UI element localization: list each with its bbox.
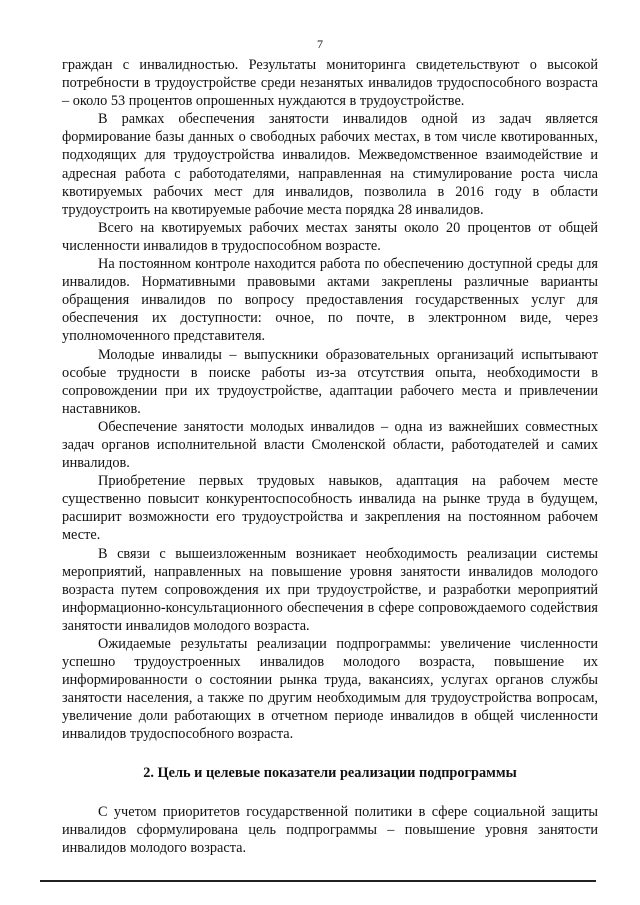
paragraph-expected-results: Ожидаемые результаты реализации подпрограммы: увеличение численности успешно трудоустроенных инвалидов молодого возраста, повышение их информированности о состоянии рынка труда, вакансиях, услугах органов службы занятости населения, а также по другим необходимым для трудоустройства вопросам, увеличение доли работающих в отчетном периоде инвалидов в общей численности инвалидов трудоспособного возраста. <box>62 636 598 743</box>
document-body <box>62 56 598 857</box>
paragraph-quota-database: В рамках обеспечения занятости инвалидов одной из задач является формирование базы данных о свободных рабочих местах, в том числе квотированных, подходящих для трудоустройства инвалидов. Межведомственное взаимодействие и адресная работа с работодателями, направленная на стимулирование роста числа квотируемых рабочих мест для инвалидов, позволила в 2016 году в области трудоустроить на квотируемые рабочие места порядка 28 инвалидов. <box>62 111 598 218</box>
section-heading: 2. Цель и целевые показатели реализации подпрограммы <box>143 764 517 781</box>
paragraph-first-skills: Приобретение первых трудовых навыков, адаптация на рабочем месте существенно повысит конкурентоспособность инвалида на рынке труда в будущем, расширит возможности его трудоустройства и закрепления на постоянном рабочем месте. <box>62 473 598 544</box>
paragraph-continuation: граждан с инвалидностью. Результаты мониторинга свидетельствуют о высокой потребности в трудоустройстве среди незанятых инвалидов трудоспособного возраста – около 53 процентов опрошенных нуждаются в трудоустройстве. <box>62 57 598 110</box>
paragraph-goal: С учетом приоритетов государственной политики в сфере социальной защиты инвалидов сформулирована цель подпрограммы – повышение уровня занятости инвалидов молодого возраста. <box>62 803 598 856</box>
paragraph-employment-task: Обеспечение занятости молодых инвалидов – одна из важнейших совместных задач органов исполнительной власти Смоленской области, работодателей и самих инвалидов. <box>62 418 598 472</box>
paragraph-accessible-environment: На постоянном контроле находится работа по обеспечению доступной среды для инвалидов. Нормативными правовыми актами закреплены различные варианты обращения инвалидов по вопросу предоставления государственных услуг для обеспечения их доступности: очное, по почте, в электронном виде, через уполномоченного представителя. <box>62 256 598 345</box>
paragraph-necessity: В связи с вышеизложенным возникает необходимость реализации системы мероприятий, направленных на повышение уровня занятости инвалидов молодого возраста путем сопровождения их при трудоустройстве, и разработки мероприятий информационно-консультационного обеспечения в сфере сопровождаемого содействия занятости инвалидов молодого возраста. <box>62 545 598 634</box>
paragraph-quota-share: Всего на квотируемых рабочих местах заняты около 20 процентов от общей численности инвалидов в трудоспособном возрасте. <box>62 219 598 254</box>
page-number: 7 <box>317 37 323 51</box>
footer-divider <box>40 880 596 882</box>
paragraph-young-graduates: Молодые инвалиды – выпускники образовательных организаций испытывают особые трудности в поиске работы из-за отсутствия опыта, необходимости в сопровождении при их трудоустройстве, адаптации рабочего места и привлечении наставников. <box>62 346 598 417</box>
